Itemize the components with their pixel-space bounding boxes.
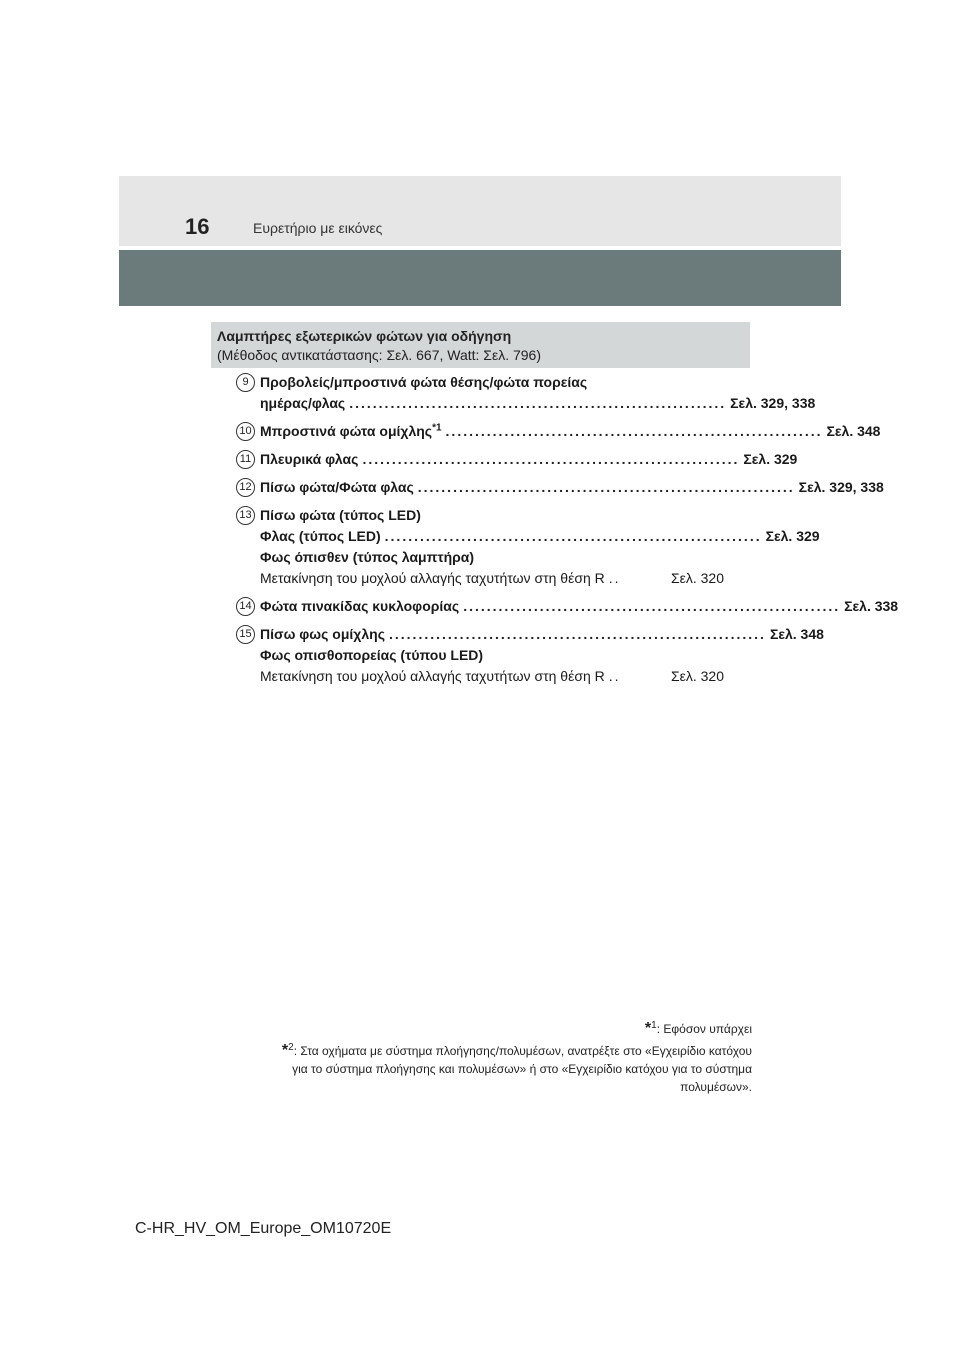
entry-10 — [236, 421, 881, 442]
leader-dots: ................................................................ — [384, 528, 762, 544]
entry-text: Πίσω φώτα (τύπος LED) — [260, 507, 421, 523]
leader-dots: ................................................................ — [389, 626, 766, 642]
footnote-2: *$^2$: Στα οχήματα με σύστημα πλοήγησης/πολυμέσων, ανατρέξτε στο «Εγχειρίδιο κατόχου για το σύστημα πλοήγησης και πολυμέσων» ή στο «Εγχειρίδιο κατόχου για το σύστημα πολυμέσων». — [281, 1042, 752, 1094]
page-ref: Σελ. 348 — [769, 626, 824, 642]
entry-13 — [236, 505, 820, 589]
entry-text: Μπροστινά φώτα ομίχλης — [260, 423, 433, 439]
entry-text: Προβολείς/μπροστινά φώτα θέσης/φώτα πορείας — [260, 374, 588, 390]
page-header — [119, 176, 841, 246]
info-box-title: Λαμπτήρες εξωτερικών φώτων για οδήγηση — [217, 328, 512, 344]
page-ref: Σελ. 320 — [670, 668, 724, 684]
info-box-subtitle: (Μέθοδος αντικατάστασης: Σελ. 667, Watt: Σελ. 796) — [217, 347, 542, 363]
leader-dots: .. — [608, 570, 621, 586]
page-ref: Σελ. 329 — [765, 528, 820, 544]
entry-text: Φώτα πινακίδας κυκλοφορίας — [260, 598, 460, 614]
leader-dots: ................................................................ — [445, 423, 823, 439]
section-title: Ευρετήριο με εικόνες — [253, 220, 383, 236]
leader-dots: ................................................................ — [349, 395, 727, 411]
leader-dots: ................................................................ — [463, 598, 841, 614]
footnote-1: *$^1$: Εφόσον υπάρχει — [644, 1020, 752, 1037]
document-code: C-HR_HV_OM_Europe_OM10720E — [135, 1220, 392, 1237]
entry-text: Μετακίνηση του μοχλού αλλαγής ταχυτήτων στη θέση R — [260, 668, 605, 684]
leader-dots: .. — [608, 668, 621, 684]
entry-text: Φλας (τύπος LED) — [260, 528, 381, 544]
entry-number: 11 — [236, 450, 255, 469]
entry-text: ημέρας/φλας — [260, 395, 346, 411]
entry-11 — [236, 449, 798, 470]
entry-12 — [236, 477, 884, 498]
leader-dots: ................................................................ — [417, 479, 795, 495]
entry-text: Μετακίνηση του μοχλού αλλαγής ταχυτήτων στη θέση R — [260, 570, 605, 586]
footnote-ref: *1 — [432, 422, 442, 434]
entry-9 — [236, 372, 816, 414]
entry-text: Πίσω φως ομίχλης — [260, 626, 385, 642]
entry-number: 12 — [236, 478, 255, 497]
entry-15 — [236, 624, 824, 687]
entry-number: 9 — [236, 373, 255, 392]
page-ref: Σελ. 329, 338 — [798, 479, 884, 495]
entry-number: 15 — [236, 625, 255, 644]
page-number: 16 — [185, 214, 210, 239]
entry-text: Φως όπισθεν (τύπος λαμπτήρα) — [260, 549, 475, 565]
entry-list — [236, 372, 899, 694]
entry-text: Πλευρικά φλας — [260, 451, 359, 467]
page-ref: Σελ. 348 — [826, 423, 881, 439]
page-ref: Σελ. 320 — [670, 570, 724, 586]
page-ref: Σελ. 338 — [844, 598, 899, 614]
entry-number: 13 — [236, 506, 255, 525]
header-band — [119, 250, 841, 306]
info-box — [211, 322, 750, 368]
entry-14 — [236, 596, 899, 617]
entry-text: Πίσω φώτα/Φώτα φλας — [260, 479, 414, 495]
footnotes — [200, 1020, 752, 1096]
page-ref: Σελ. 329 — [743, 451, 798, 467]
entry-number: 14 — [236, 597, 255, 616]
entry-number: 10 — [236, 422, 255, 441]
page-ref: Σελ. 329, 338 — [730, 395, 816, 411]
leader-dots: ................................................................ — [362, 451, 740, 467]
entry-text: Φως οπισθοπορείας (τύπου LED) — [260, 647, 484, 663]
